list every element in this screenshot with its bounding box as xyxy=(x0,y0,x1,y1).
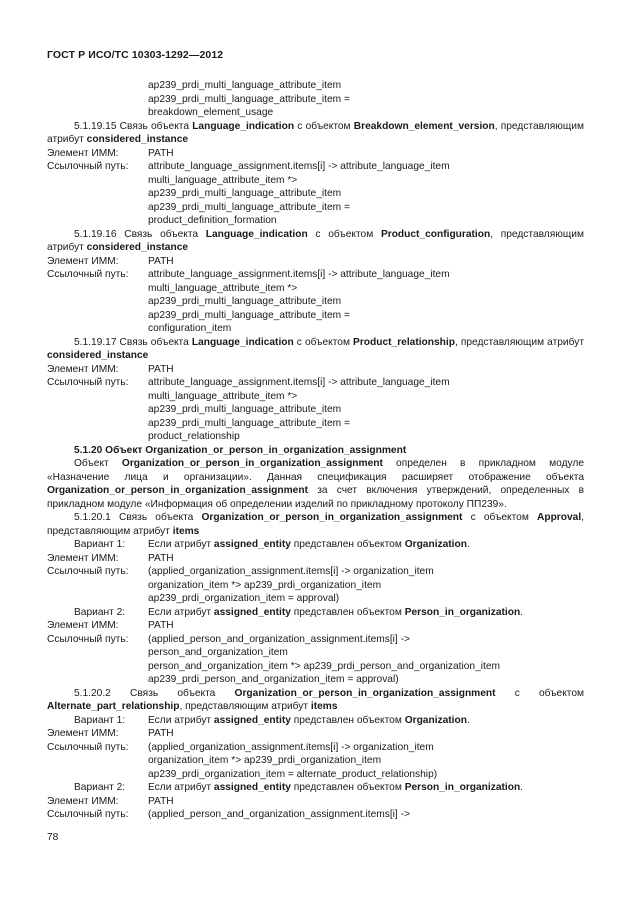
path-continuation: organization_item *> ap239_prdi_organization_item xyxy=(148,579,382,591)
variant-text xyxy=(148,538,584,552)
row-value: PATH xyxy=(148,795,174,807)
text-run: 5.1.19.16 Связь объекта xyxy=(74,228,206,240)
text-run: , представляющим атрибут xyxy=(179,701,311,712)
mapping-row xyxy=(47,808,584,822)
bold-term: items xyxy=(172,525,200,537)
path-continuation: ap239_prdi_multi_language_attribute_item xyxy=(148,296,342,307)
row-value: attribute_language_assignment.items[i] -> attribute_language_item xyxy=(148,269,450,280)
bold-term: Person_in_organization xyxy=(404,782,521,793)
section-heading: 5.1.20 Объект Organization_or_person_in_organization_assignment xyxy=(74,444,407,456)
bold-term: Organization xyxy=(404,539,467,550)
clause-paragraph xyxy=(47,511,584,538)
bold-term: items xyxy=(310,701,338,712)
bold-term: Language_indication xyxy=(192,120,295,132)
bold-term: Product_configuration xyxy=(380,228,491,240)
bold-term: considered_instance xyxy=(47,350,149,361)
text-run: представлен объектом xyxy=(290,714,405,726)
row-value: PATH xyxy=(148,620,174,631)
path-continuation: ap239_prdi_person_and_organization_item = approval) xyxy=(148,674,399,685)
text-run: с объектом xyxy=(294,120,354,132)
path-continuation: multi_language_attribute_item *> xyxy=(148,390,298,402)
bold-term: considered_instance xyxy=(86,242,189,253)
row-label: Ссылочный путь: xyxy=(47,809,129,820)
text-run: Если атрибут xyxy=(148,714,214,726)
row-label: Ссылочный путь: xyxy=(47,269,129,280)
row-value: PATH xyxy=(148,147,174,159)
mapping-row xyxy=(47,160,584,174)
row-value: (applied_organization_assignment.items[i] -> organization_item xyxy=(148,566,434,577)
bold-term: assigned_entity xyxy=(213,714,291,726)
path-continuation: person_and_organization_item *> ap239_prdi_person_and_organization_item xyxy=(148,660,501,672)
mapping-row xyxy=(47,376,584,390)
row-label: Элемент ИММ: xyxy=(47,795,119,807)
text-run: с объектом xyxy=(307,228,381,240)
variant-label: Вариант 1: xyxy=(74,714,126,726)
bold-term: Organization_or_person_in_organization_assignment xyxy=(234,687,496,699)
row-value: PATH xyxy=(148,728,174,739)
row-value: (applied_person_and_organization_assignment.items[i] -> xyxy=(148,633,410,645)
text-run: Если атрибут xyxy=(148,782,214,793)
path-continuation: configuration_item xyxy=(148,323,232,334)
mapping-row xyxy=(47,633,584,647)
text-run: 5.1.20.1 Связь объекта xyxy=(74,512,202,523)
mapping-row xyxy=(47,565,584,579)
text-run: 5.1.19.15 Связь объекта xyxy=(74,120,193,132)
row-value: PATH xyxy=(148,552,174,564)
variant-label: Вариант 2: xyxy=(74,606,126,618)
mapping-row xyxy=(47,619,584,633)
row-label: Элемент ИММ: xyxy=(47,147,119,159)
mapping-row xyxy=(47,552,584,566)
text-run: с объектом xyxy=(495,687,584,699)
text-run: . xyxy=(520,782,524,793)
text-run: . xyxy=(466,714,470,726)
row-label: Ссылочный путь: xyxy=(47,566,129,577)
row-label: Элемент ИММ: xyxy=(47,728,119,739)
bold-term: Product_relationship xyxy=(353,336,455,348)
bold-term: Organization_or_person_in_organization_assignment xyxy=(201,512,463,523)
row-value: attribute_language_assignment.items[i] -> attribute_language_item xyxy=(148,377,450,388)
variant-row xyxy=(47,781,584,795)
clause-paragraph xyxy=(47,336,584,363)
path-continuation: ap239_prdi_multi_language_attribute_item = xyxy=(148,309,350,321)
bold-term: Organization xyxy=(404,714,467,726)
mapping-row xyxy=(47,741,584,755)
row-label: Элемент ИММ: xyxy=(47,620,119,631)
row-value: (applied_person_and_organization_assignment.items[i] -> xyxy=(148,809,410,820)
path-continuation: ap239_prdi_multi_language_attribute_item = xyxy=(148,93,350,105)
variant-text xyxy=(148,606,584,620)
row-label: Ссылочный путь: xyxy=(47,377,129,388)
bold-term: Language_indication xyxy=(191,336,294,348)
path-continuation: breakdown_element_usage xyxy=(148,107,274,118)
text-run: с объектом xyxy=(462,512,537,523)
mapping-row xyxy=(47,363,584,377)
text-run: за счет включения утверждений, определенных в прикладном модуле «Информация об определении изделий по прикладному протоколу ПП239». xyxy=(47,485,584,510)
variant-text xyxy=(148,714,584,728)
text-run: 5.1.19.17 Связь объекта xyxy=(74,336,192,348)
mapping-row xyxy=(47,255,584,269)
document-body xyxy=(47,79,584,822)
text-run: . xyxy=(520,606,524,618)
path-continuation: multi_language_attribute_item *> xyxy=(148,282,298,294)
text-run: представлен объектом xyxy=(290,782,405,793)
bold-term: Language_indication xyxy=(205,228,308,240)
row-value: PATH xyxy=(148,255,174,267)
bold-term: assigned_entity xyxy=(213,606,291,618)
text-run: определен в прикладном модуле «Назначение лица и организации». Данная спецификация расширяет отображение объекта xyxy=(47,458,584,483)
row-value: (applied_organization_assignment.items[i] -> organization_item xyxy=(148,741,434,753)
mapping-row xyxy=(47,268,584,282)
row-value: attribute_language_assignment.items[i] -> attribute_language_item xyxy=(148,161,450,172)
row-label: Ссылочный путь: xyxy=(47,741,129,753)
path-continuation: ap239_prdi_multi_language_attribute_item = xyxy=(148,201,350,213)
row-label: Элемент ИММ: xyxy=(47,363,119,375)
row-label: Элемент ИММ: xyxy=(47,255,119,267)
row-value: PATH xyxy=(148,363,174,375)
bold-term: Person_in_organization xyxy=(404,606,521,618)
path-continuation: ap239_prdi_multi_language_attribute_item = xyxy=(148,417,350,429)
page-number: 78 xyxy=(47,832,59,843)
clause-paragraph xyxy=(47,457,584,511)
path-continuation: ap239_prdi_multi_language_attribute_item xyxy=(148,80,342,91)
mapping-row xyxy=(47,727,584,741)
row-label: Элемент ИММ: xyxy=(47,552,119,564)
text-run: , представляющим атрибут xyxy=(47,512,584,537)
text-run: с объектом xyxy=(293,336,354,348)
bold-term: assigned_entity xyxy=(213,539,291,550)
text-run: представлен объектом xyxy=(290,606,405,618)
mapping-row xyxy=(47,147,584,161)
clause-paragraph xyxy=(47,120,584,147)
bold-term: Breakdown_element_version xyxy=(353,120,495,132)
path-continuation: product_definition_formation xyxy=(148,215,277,226)
path-continuation: ap239_prdi_organization_item = approval) xyxy=(148,593,340,604)
variant-row xyxy=(47,606,584,620)
standard-header: ГОСТ Р ИСО/ТС 10303-1292—2012 xyxy=(47,49,224,61)
variant-label: Вариант 2: xyxy=(74,782,126,793)
path-continuation: ap239_prdi_multi_language_attribute_item xyxy=(148,404,342,415)
bold-term: Organization_or_person_in_organization_assignment xyxy=(47,485,308,496)
mapping-row xyxy=(47,795,584,809)
path-continuation: multi_language_attribute_item *> xyxy=(148,174,298,186)
variant-row xyxy=(47,714,584,728)
path-continuation: product_relationship xyxy=(148,431,240,442)
clause-paragraph xyxy=(47,687,584,714)
text-run: , представляющим атрибут xyxy=(454,336,584,348)
text-run: . xyxy=(466,539,470,550)
bold-term: Organization_or_person_in_organization_assignment xyxy=(121,458,383,469)
path-continuation: ap239_prdi_organization_item = alternate_product_relationship) xyxy=(148,768,438,780)
bold-term: Alternate_part_relationship xyxy=(47,701,180,712)
variant-text xyxy=(148,781,584,795)
text-run: Если атрибут xyxy=(148,606,214,618)
variant-label: Вариант 1: xyxy=(74,539,126,550)
variant-row xyxy=(47,538,584,552)
bold-term: Approval xyxy=(537,512,582,523)
text-run: Объект xyxy=(74,458,122,469)
path-continuation: organization_item *> ap239_prdi_organization_item xyxy=(148,755,382,766)
bold-term: assigned_entity xyxy=(213,782,291,793)
path-continuation: person_and_organization_item xyxy=(148,647,288,658)
text-run: , представляющим атрибут xyxy=(47,120,584,145)
clause-paragraph xyxy=(47,228,584,255)
row-label: Ссылочный путь: xyxy=(47,633,129,645)
text-run: 5.1.20.2 Связь объекта xyxy=(74,687,235,699)
text-run: представлен объектом xyxy=(290,539,405,550)
text-run: Если атрибут xyxy=(148,539,214,550)
text-run: , представляющим атрибут xyxy=(47,228,584,253)
path-continuation: ap239_prdi_multi_language_attribute_item xyxy=(148,188,342,199)
bold-term: considered_instance xyxy=(86,134,189,145)
row-label: Ссылочный путь: xyxy=(47,161,129,172)
